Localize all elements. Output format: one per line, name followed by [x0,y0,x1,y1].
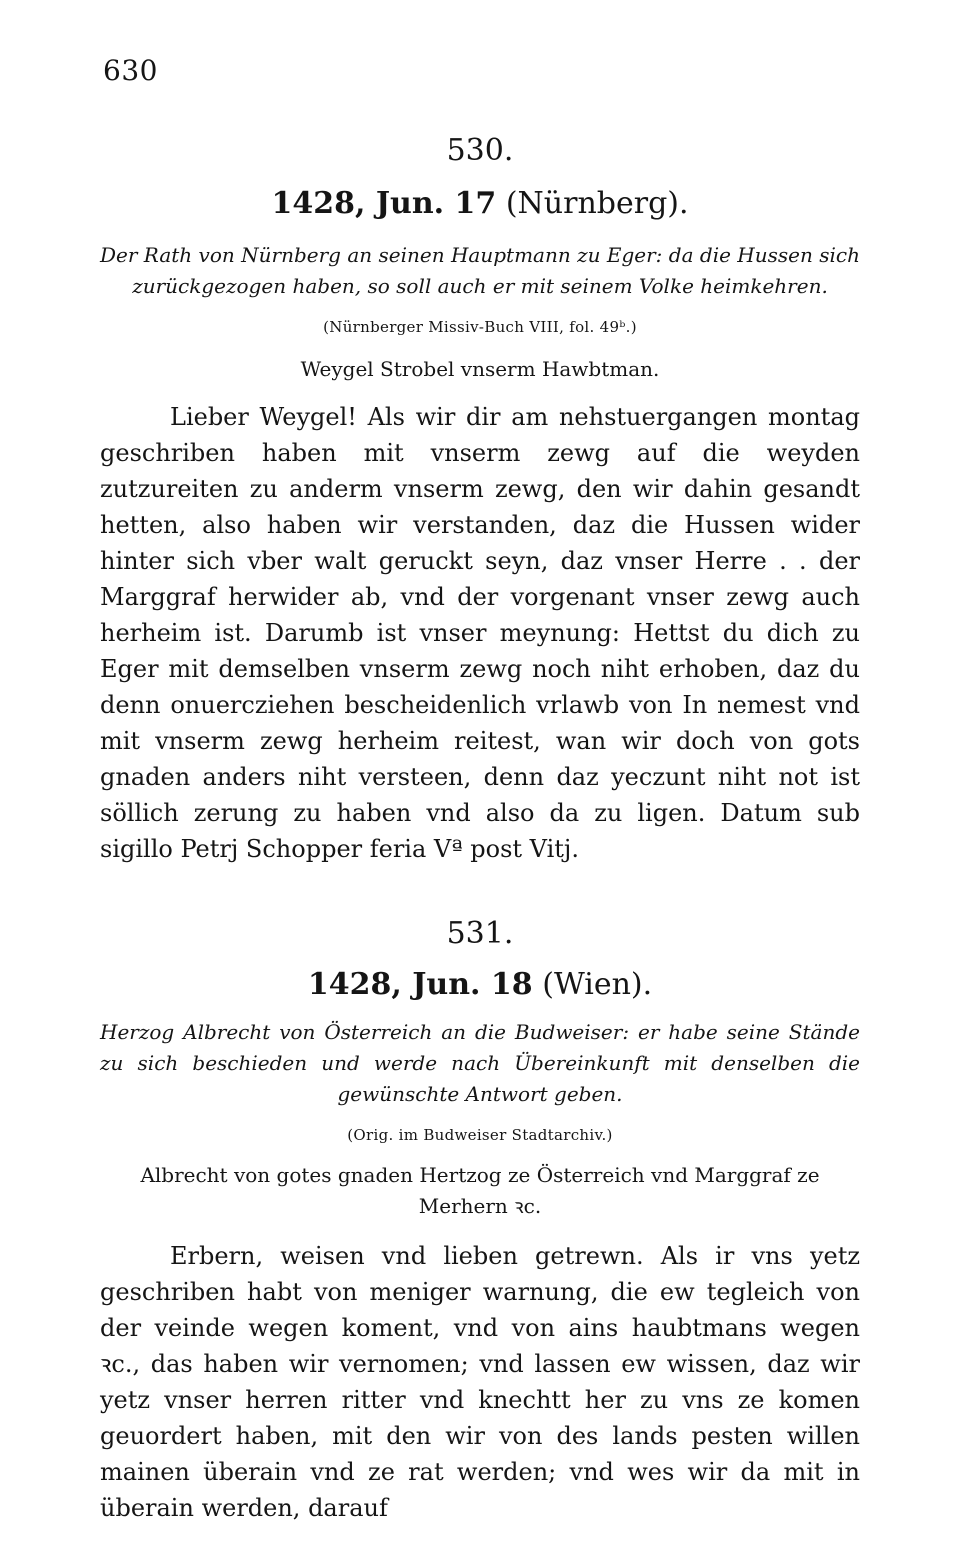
document-530 [100,132,860,867]
document-date-line [100,967,860,1003]
document-source: (Orig. im Budweiser Stadtarchiv.) [347,1126,613,1144]
document-531 [100,915,860,1526]
document-body: Lieber Weygel! Als wir dir am nehstuergangen montag geschriben haben mit vnserm zewg auf die weyden zutzureiten zu anderm vnserm zewg, den wir dahin gesandt hetten, also haben wir verstanden, daz die Hussen wider hinter sich vber walt geruckt seyn, daz vnser Herre . . der Marggraf herwider ab, vnd der vorgenant vnser zewg auch herheim ist. Darumb ist vnser meynung: Hettst du dich zu Eger mit demselben vnserm zewg noch niht erhoben, daz du denn onuercziehen bescheidenlich vrlawb von In nemest vnd mit vnserm zewg herheim reitest, wan wir doch von gots gnaden anders niht versteen, denn daz yeczunt niht not ist söllich zerung zu haben vnd also da zu ligen. Datum sub sigillo Petrj Schopper feria Vª post Vitj. [100,403,860,863]
document-place: (Wien). [542,967,653,1002]
document-summary: Der Rath von Nürnberg an seinen Hauptmann zu Eger: da die Hussen sich zurückgezogen haben, so soll auch er mit seinem Volke heimkehren. [100,243,860,298]
document-address: Weygel Strobel vnserm Hawbtman. [300,357,660,381]
document-number: 531. [446,916,514,951]
document-number: 530. [446,133,514,168]
document-place: (Nürnberg). [505,186,689,221]
document-address: Albrecht von gotes gnaden Hertzog ze Österreich vnd Marggraf ze Merhern ꝛc. [140,1163,820,1218]
document-body: Erbern, weisen vnd lieben getrewn. Als ir vns yetz geschriben habt von meniger warnung, die ew tegleich von der veinde wegen koment, vnd von ains haubtmans wegen ꝛc., das haben wir vernomen; vnd lassen ew wissen, daz wir yetz vnser herren ritter vnd knechtt her zu vns ze komen geuordert haben, mit den wir von des lands pesten willen mainen überain vnd ze rat werden; vnd wes wir da mit in überain werden, darauf [100,1242,860,1522]
document-summary: Herzog Albrecht von Österreich an die Budweiser: er habe seine Stände zu sich beschieden und werde nach Übereinkunft mit denselben die gewünschte Antwort geben. [100,1020,860,1106]
document-date-line [100,186,860,222]
document-source: (Nürnberger Missiv-Buch VIII, fol. 49ᵇ.) [323,318,637,336]
document-date: 1428, Jun. 18 [307,967,533,1002]
document-date: 1428, Jun. 17 [271,186,497,221]
page-number: 630 [103,54,158,87]
